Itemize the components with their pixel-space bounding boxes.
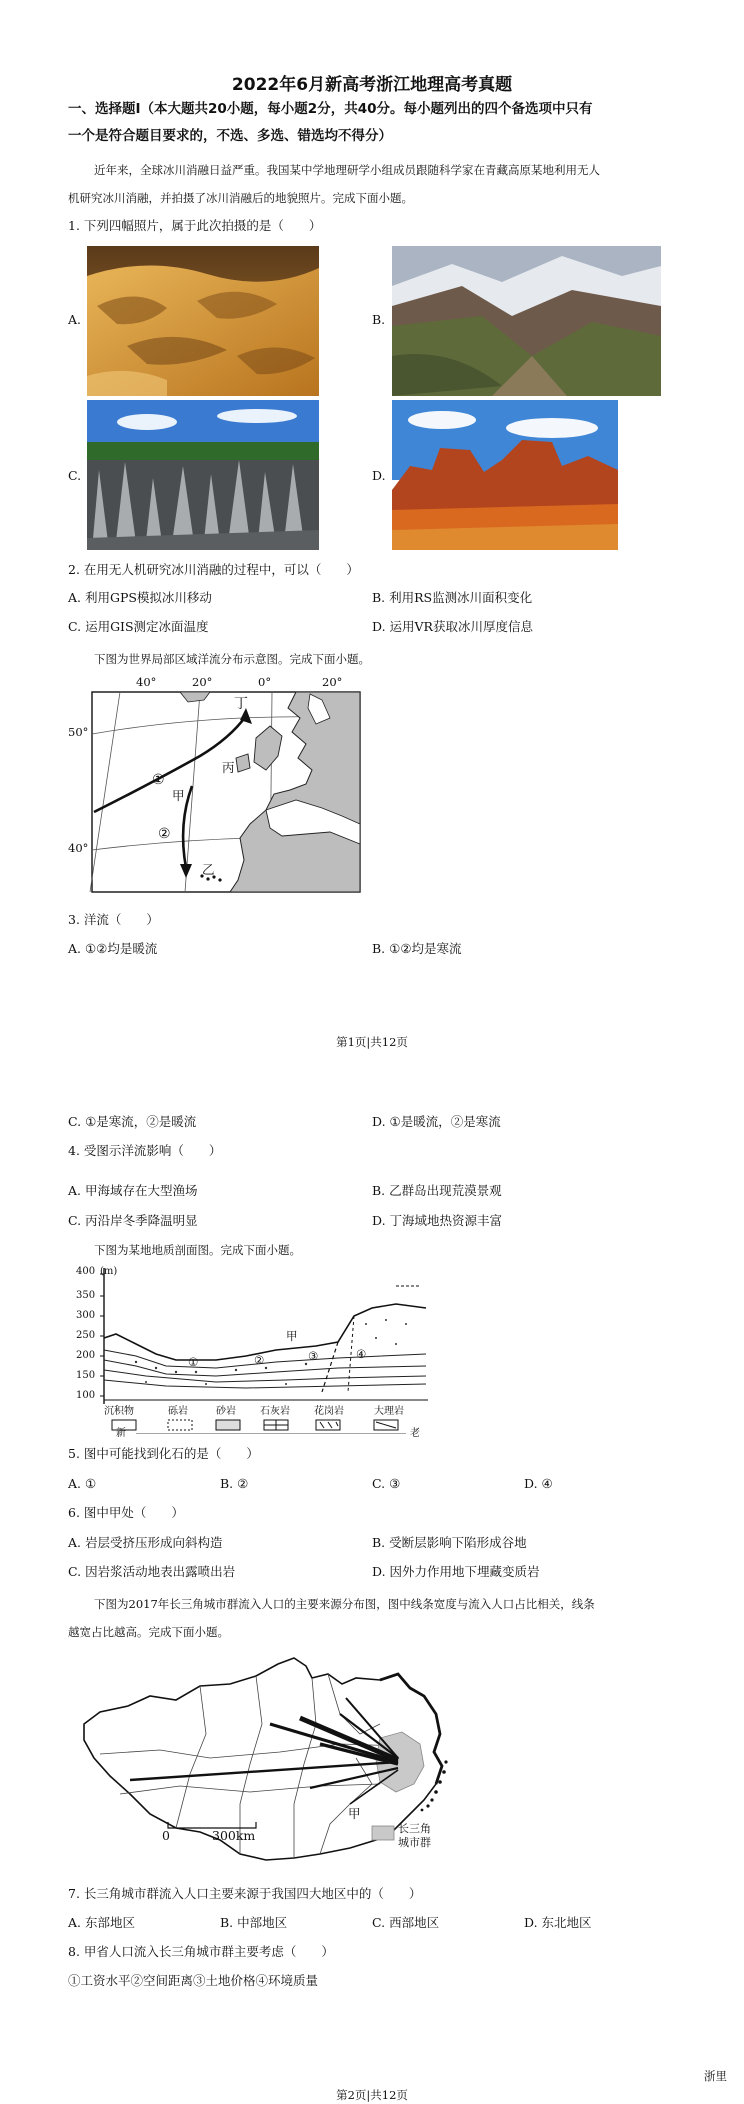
section-y-300: 300 — [76, 1310, 96, 1321]
map1-label-yi: 乙 — [202, 862, 215, 877]
map1-label-jia: 甲 — [172, 788, 185, 803]
photo-c-stone-forest — [87, 400, 319, 550]
legend-sediment: 沉积物 — [104, 1406, 134, 1417]
question-1-stem: 1. 下列四幅照片，属于此次拍摄的是（ ） — [68, 218, 322, 233]
q3-option-d: D. ①是暖流，②是寒流 — [372, 1114, 501, 1129]
page-footer-1: 第1页|共12页 — [336, 1035, 408, 1049]
map1-lon-20e: 20° — [322, 675, 343, 689]
q6-option-c: C. 因岩浆活动地表出露喷出岩 — [68, 1564, 236, 1579]
map2-legend-line2: 城市群 — [398, 1836, 431, 1849]
q6-option-d: D. 因外力作用地下埋藏变质岩 — [372, 1564, 540, 1579]
q2-option-a: A. 利用GPS模拟冰川移动 — [68, 590, 212, 605]
intro3: 下图为某地地质剖面图。完成下面小题。 — [94, 1243, 301, 1257]
map1-lon-0: 0° — [258, 675, 272, 689]
question-6-stem: 6. 图中甲处（ ） — [68, 1505, 184, 1520]
section-label-jia: 甲 — [286, 1329, 298, 1343]
section-y-400: 400 — [76, 1266, 96, 1277]
q1-option-a-label: A. — [68, 312, 82, 327]
q6-option-b: B. 受断层影响下陷形成谷地 — [372, 1535, 527, 1550]
q2-option-d: D. 运用VR获取冰川厚度信息 — [372, 619, 533, 634]
q3-option-b: B. ①②均是寒流 — [372, 941, 462, 956]
section-label-1: ① — [188, 1355, 199, 1369]
map1-label-ding: 丁 — [234, 696, 248, 712]
intro1-line2: 机研究冰川消融，并拍摄了冰川消融后的地貌照片。完成下面小题。 — [68, 191, 413, 205]
q8-options: ①工资水平②空间距离③土地价格④环境质量 — [68, 1973, 319, 1988]
map2-scale-0: 0 — [162, 1828, 170, 1843]
q1-option-c-label: C. — [68, 468, 82, 483]
section-label-2: ② — [254, 1353, 265, 1367]
page-footer-2: 第2页|共12页 — [336, 2088, 408, 2102]
photo-b-mountain-valley — [392, 246, 661, 396]
question-3-stem: 3. 洋流（ ） — [68, 912, 159, 927]
q5-option-c: C. ③ — [372, 1476, 401, 1491]
legend-granite: 花岗岩 — [314, 1406, 344, 1417]
map2-scale-300km: 300km — [212, 1828, 256, 1843]
section-y-unit: (m) — [100, 1266, 118, 1277]
q4-option-a: A. 甲海域存在大型渔场 — [68, 1183, 198, 1198]
legend-marble: 大理岩 — [374, 1406, 404, 1417]
photo-a-desert-dunes — [87, 246, 319, 396]
question-5-stem: 5. 图中可能找到化石的是（ ） — [68, 1446, 259, 1461]
q3-option-c: C. ①是寒流，②是暖流 — [68, 1114, 197, 1129]
q1-option-d-label: D. — [372, 468, 386, 483]
legend-sandstone: 砂岩 — [216, 1406, 236, 1417]
map1-lon-20w: 20° — [192, 675, 213, 689]
q7-option-c: C. 西部地区 — [372, 1915, 440, 1930]
question-2-stem: 2. 在用无人机研究冰川消融的过程中，可以（ ） — [68, 562, 359, 577]
map2-legend-line1: 长三角 — [398, 1822, 431, 1835]
map1-label-2: ② — [158, 826, 171, 842]
intro4-line2: 越宽占比越高。完成下面小题。 — [68, 1625, 229, 1639]
map1-lat-40: 40° — [68, 841, 89, 855]
section-y-100: 100 — [76, 1390, 96, 1401]
q3-option-a: A. ①②均是暖流 — [68, 941, 158, 956]
map2-label-jia: 甲 — [348, 1806, 361, 1821]
section-y-200: 200 — [76, 1350, 96, 1361]
population-flow-map — [80, 1654, 460, 1864]
question-8-stem: 8. 甲省人口流入长三角城市群主要考虑（ ） — [68, 1944, 334, 1959]
q7-option-a: A. 东部地区 — [68, 1915, 135, 1930]
q2-option-c: C. 运用GIS测定冰面温度 — [68, 619, 209, 634]
map1-label-1: ① — [152, 772, 165, 788]
section-y-250: 250 — [76, 1330, 96, 1341]
section-heading-line1: 一、选择题Ⅰ（本大题共20小题，每小题2分，共40分。每小题列出的四个备选项中只有 — [68, 101, 593, 117]
section-label-3: ③ — [308, 1349, 319, 1363]
q5-option-a: A. ① — [68, 1476, 97, 1491]
section-heading-line2: 一个是符合题目要求的，不选、多选、错选均不得分） — [68, 128, 392, 144]
section-y-350: 350 — [76, 1290, 96, 1301]
intro1-line1: 近年来，全球冰川消融日益严重。我国某中学地理研学小组成员跟随科学家在青藏高原某地利用无人 — [94, 163, 600, 177]
map1-lat-50: 50° — [68, 725, 89, 739]
q1-option-b-label: B. — [372, 312, 386, 327]
legend-limestone: 石灰岩 — [260, 1406, 290, 1417]
corner-text: 浙里 — [704, 2069, 727, 2083]
geologic-cross-section — [76, 1264, 428, 1439]
section-label-4: ④ — [356, 1347, 367, 1361]
question-7-stem: 7. 长三角城市群流入人口主要来源于我国四大地区中的（ ） — [68, 1886, 422, 1901]
q4-option-b: B. 乙群岛出现荒漠景观 — [372, 1183, 502, 1198]
intro4-line1: 下图为2017年长三角城市群流入人口的主要来源分布图，图中线条宽度与流入人口占比相关，线条 — [94, 1597, 595, 1611]
question-4-stem: 4. 受图示洋流影响（ ） — [68, 1143, 222, 1158]
q2-option-b: B. 利用RS监测冰川面积变化 — [372, 590, 533, 605]
q4-option-c: C. 丙沿岸冬季降温明显 — [68, 1213, 198, 1228]
q5-option-d: D. ④ — [524, 1476, 553, 1491]
legend-new: 新 — [116, 1428, 126, 1439]
map1-label-bing: 丙 — [222, 760, 235, 775]
map1-lon-40w: 40° — [136, 675, 157, 689]
legend-old: 老 — [410, 1428, 420, 1439]
legend-conglomerate: 砾岩 — [168, 1406, 188, 1417]
q6-option-a: A. 岩层受挤压形成向斜构造 — [68, 1535, 223, 1550]
q7-option-b: B. 中部地区 — [220, 1915, 288, 1930]
q7-option-d: D. 东北地区 — [524, 1915, 592, 1930]
q4-option-d: D. 丁海域地热资源丰富 — [372, 1213, 503, 1228]
ocean-current-map — [60, 674, 380, 900]
q5-option-b: B. ② — [220, 1476, 249, 1491]
photo-d-red-rock-landform — [392, 400, 618, 550]
intro2: 下图为世界局部区域洋流分布示意图。完成下面小题。 — [94, 652, 370, 666]
section-y-150: 150 — [76, 1370, 96, 1381]
page-title: 2022年6月新高考浙江地理高考真题 — [231, 75, 513, 95]
